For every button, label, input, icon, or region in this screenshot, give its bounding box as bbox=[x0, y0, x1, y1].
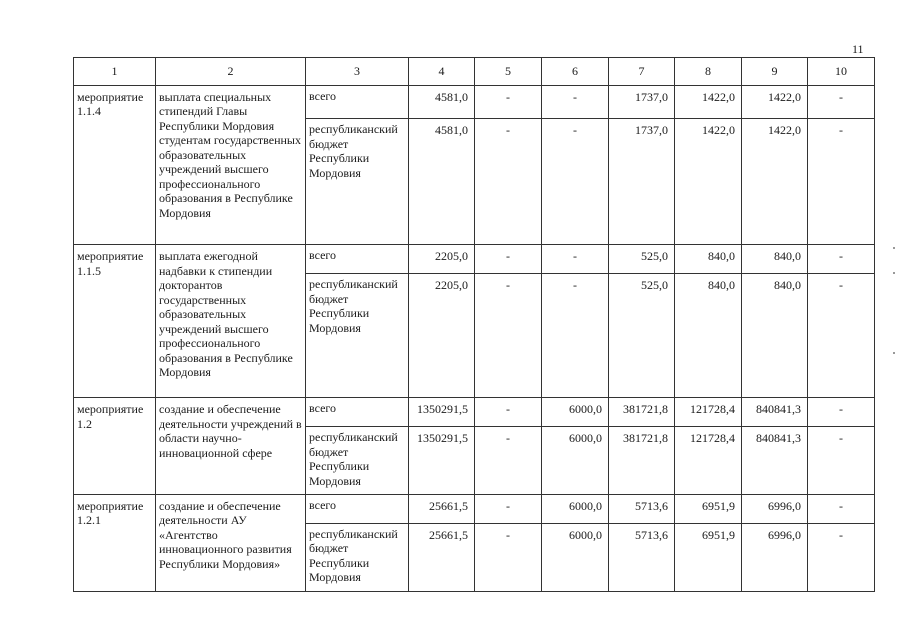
measure-code: мероприятие 1.2 bbox=[74, 398, 156, 494]
value-cell: 1422,0 bbox=[675, 119, 742, 245]
value-cell: 840,0 bbox=[675, 274, 742, 398]
value-cell: 840,0 bbox=[742, 245, 808, 274]
funding-source: республиканский бюджет Республики Мордовия bbox=[306, 119, 409, 245]
header-cell: 7 bbox=[609, 58, 675, 86]
header-cell: 6 bbox=[542, 58, 609, 86]
funding-source: всего bbox=[306, 398, 409, 427]
value-cell: - bbox=[808, 119, 875, 245]
header-row bbox=[74, 58, 875, 86]
funding-source: республиканский бюджет Республики Мордовия bbox=[306, 274, 409, 398]
funding-source: всего bbox=[306, 494, 409, 523]
header-cell: 4 bbox=[409, 58, 475, 86]
header-cell: 5 bbox=[475, 58, 542, 86]
value-cell: 840,0 bbox=[742, 274, 808, 398]
header-cell: 1 bbox=[74, 58, 156, 86]
measure-name: выплата специальных стипендий Главы Республики Мордовия студентам государственных образовательных учреждений высшего профессионального образования в Республике Мордовия bbox=[156, 85, 306, 244]
header-cell: 10 bbox=[808, 58, 875, 86]
value-cell: - bbox=[808, 245, 875, 274]
value-cell: 1422,0 bbox=[675, 85, 742, 118]
header-cell: 3 bbox=[306, 58, 409, 86]
value-cell: 1737,0 bbox=[609, 85, 675, 118]
funding-source: всего bbox=[306, 245, 409, 274]
value-cell: 6996,0 bbox=[742, 494, 808, 523]
value-cell: 381721,8 bbox=[609, 398, 675, 427]
value-cell: - bbox=[475, 85, 542, 118]
value-cell: 1422,0 bbox=[742, 119, 808, 245]
header-cell: 8 bbox=[675, 58, 742, 86]
value-cell: 525,0 bbox=[609, 274, 675, 398]
value-cell: 381721,8 bbox=[609, 427, 675, 494]
value-cell: 1350291,5 bbox=[409, 427, 475, 494]
table-row bbox=[74, 494, 875, 523]
measure-code: мероприятие 1.1.5 bbox=[74, 245, 156, 398]
value-cell: - bbox=[808, 274, 875, 398]
value-cell: - bbox=[475, 274, 542, 398]
table-row bbox=[74, 398, 875, 427]
value-cell: 1422,0 bbox=[742, 85, 808, 118]
measure-name: выплата ежегодной надбавки к стипендии докторантов государственных образовательных учреждений высшего профессионального образования в Республике Мордовия bbox=[156, 245, 306, 398]
value-cell: 121728,4 bbox=[675, 398, 742, 427]
value-cell: 1350291,5 bbox=[409, 398, 475, 427]
value-cell: 6000,0 bbox=[542, 523, 609, 591]
value-cell: 4581,0 bbox=[409, 119, 475, 245]
value-cell: - bbox=[475, 245, 542, 274]
value-cell: 6996,0 bbox=[742, 523, 808, 591]
funding-source: республиканский бюджет Республики Мордовия bbox=[306, 427, 409, 494]
funding-source: республиканский бюджет Республики Мордовия bbox=[306, 523, 409, 591]
value-cell: - bbox=[808, 523, 875, 591]
value-cell: 2205,0 bbox=[409, 245, 475, 274]
value-cell: 25661,5 bbox=[409, 523, 475, 591]
value-cell: - bbox=[475, 427, 542, 494]
value-cell: 121728,4 bbox=[675, 427, 742, 494]
value-cell: 6951,9 bbox=[675, 494, 742, 523]
header-cell: 9 bbox=[742, 58, 808, 86]
table-row bbox=[74, 245, 875, 274]
value-cell: - bbox=[475, 398, 542, 427]
value-cell: - bbox=[475, 523, 542, 591]
value-cell: 4581,0 bbox=[409, 85, 475, 118]
value-cell: - bbox=[475, 119, 542, 245]
page-number: 11 bbox=[852, 42, 864, 56]
value-cell: - bbox=[808, 427, 875, 494]
header-cell: 2 bbox=[156, 58, 306, 86]
value-cell: 525,0 bbox=[609, 245, 675, 274]
budget-table bbox=[73, 57, 875, 592]
value-cell: - bbox=[542, 245, 609, 274]
measure-name: создание и обеспечение деятельности АУ «Агентство инновационного развития Республики Мордовия» bbox=[156, 494, 306, 591]
table-row bbox=[74, 85, 875, 118]
value-cell: 2205,0 bbox=[409, 274, 475, 398]
value-cell: 6000,0 bbox=[542, 427, 609, 494]
value-cell: 6951,9 bbox=[675, 523, 742, 591]
value-cell: - bbox=[542, 85, 609, 118]
scan-speck bbox=[893, 247, 895, 249]
value-cell: - bbox=[808, 85, 875, 118]
value-cell: 5713,6 bbox=[609, 494, 675, 523]
value-cell: 6000,0 bbox=[542, 398, 609, 427]
value-cell: 840,0 bbox=[675, 245, 742, 274]
measure-code: мероприятие 1.2.1 bbox=[74, 494, 156, 591]
value-cell: - bbox=[808, 398, 875, 427]
scan-speck bbox=[893, 272, 895, 274]
scan-speck bbox=[893, 352, 895, 354]
measure-code: мероприятие 1.1.4 bbox=[74, 85, 156, 244]
value-cell: - bbox=[542, 119, 609, 245]
value-cell: 840841,3 bbox=[742, 427, 808, 494]
value-cell: - bbox=[542, 274, 609, 398]
value-cell: 6000,0 bbox=[542, 494, 609, 523]
value-cell: 840841,3 bbox=[742, 398, 808, 427]
measure-name: создание и обеспечение деятельности учреждений в области научно-инновационной сфере bbox=[156, 398, 306, 494]
value-cell: - bbox=[475, 494, 542, 523]
value-cell: 5713,6 bbox=[609, 523, 675, 591]
funding-source: всего bbox=[306, 85, 409, 118]
value-cell: 1737,0 bbox=[609, 119, 675, 245]
value-cell: 25661,5 bbox=[409, 494, 475, 523]
value-cell: - bbox=[808, 494, 875, 523]
